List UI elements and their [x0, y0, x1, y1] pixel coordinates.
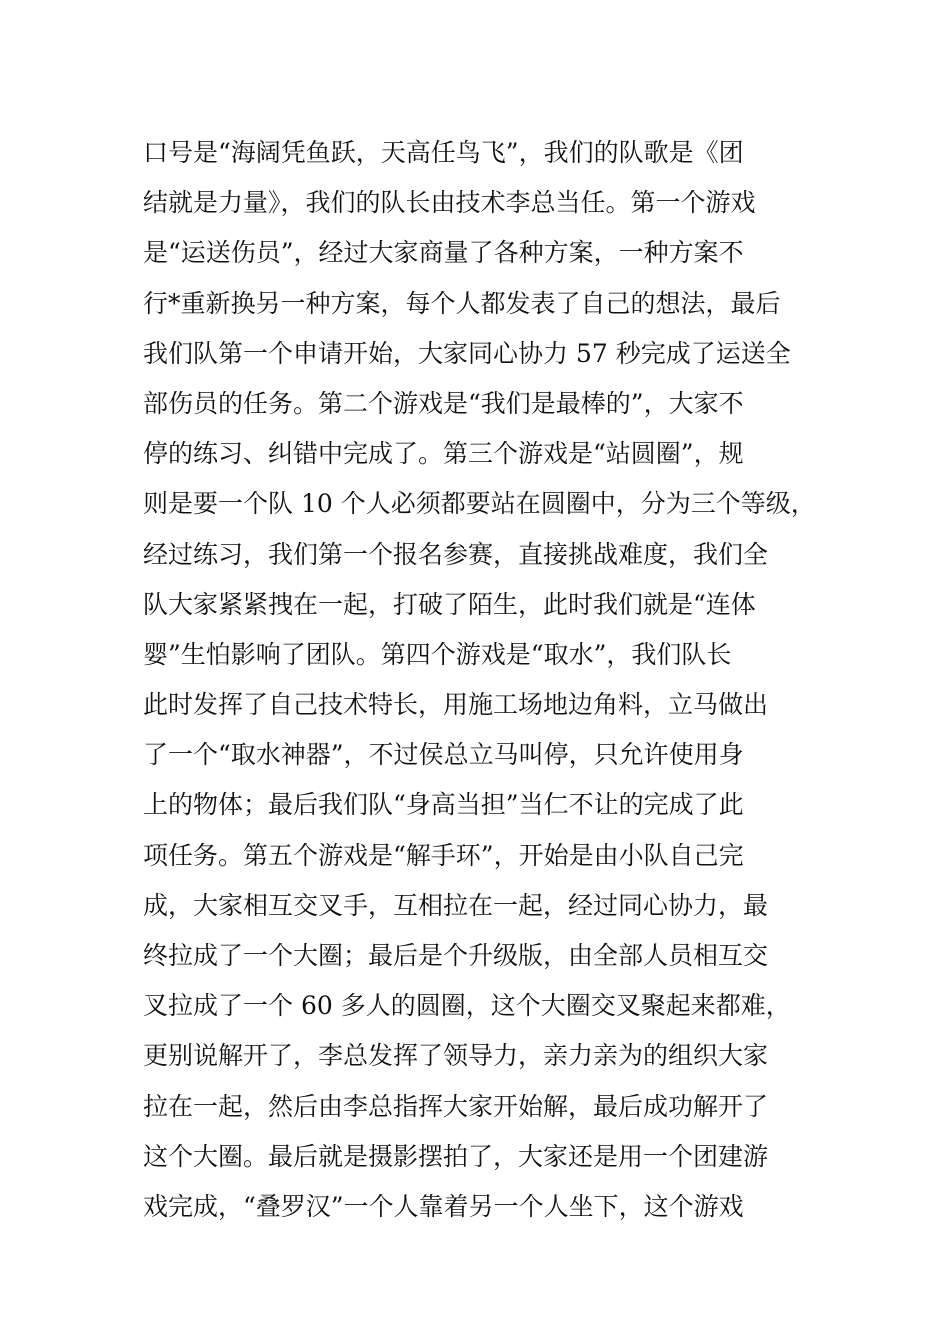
- body-paragraph: [143, 128, 823, 1232]
- text-line-20: 拉在一起，然后由李总指挥大家开始解，最后成功解开了: [143, 1091, 769, 1121]
- text-line-1: 口号是“海阔凭鱼跃，天高任鸟飞”，我们的队歌是《团: [143, 138, 744, 167]
- text-line-19: 更别说解开了，李总发挥了领导力，亲力亲为的组织大家: [143, 1041, 769, 1071]
- text-line-17: 终拉成了一个大圈；最后是个升级版，由全部人员相互交: [143, 941, 769, 970]
- text-line-18: 叉拉成了一个 60 多人的圆圈，这个大圈交叉聚起来都难，: [143, 991, 791, 1021]
- text-line-6: 部伤员的任务。第二个游戏是“我们是最棒的”，大家不: [143, 388, 744, 418]
- text-line-22: 戏完成，“叠罗汉”一个人靠着另一个人坐下，这个游戏: [143, 1191, 744, 1221]
- text-line-15: 项任务。第五个游戏是“解手环”，开始是由小队自己完: [143, 840, 744, 870]
- text-line-5: 我们队第一个申请开始，大家同心协力 57 秒完成了运送全: [143, 338, 791, 368]
- text-line-16: 成，大家相互交叉手，互相拉在一起，经过同心协力，最: [143, 890, 769, 920]
- text-line-3: 是“运送伤员”，经过大家商量了各种方案，一种方案不: [143, 238, 744, 268]
- text-line-10: 队大家紧紧拽在一起，打破了陌生，此时我们就是“连体: [143, 589, 756, 619]
- text-line-21: 这个大圈。最后就是摄影摆拍了，大家还是用一个团建游: [143, 1141, 769, 1171]
- text-line-8: 则是要一个队 10 个人必须都要站在圆圈中，分为三个等级，: [143, 489, 816, 519]
- text-line-2: 结就是力量》，我们的队长由技术李总当任。第一个游戏: [143, 188, 756, 218]
- text-line-14: 上的物体；最后我们队“身高当担”当仁不让的完成了此: [143, 790, 744, 820]
- text-line-13: 了一个“取水神器”，不过侯总立马叫停，只允许使用身: [143, 740, 744, 770]
- text-line-9: 经过练习，我们第一个报名参赛，直接挑战难度，我们全: [143, 539, 769, 569]
- text-line-4: 行*重新换另一种方案，每个人都发表了自己的想法，最后: [143, 288, 781, 318]
- text-line-11: 婴”生怕影响了团队。第四个游戏是“取水”，我们队长: [143, 639, 732, 669]
- text-line-12: 此时发挥了自己技术特长，用施工场地边角料，立马做出: [143, 690, 769, 720]
- text-line-7: 停的练习、纠错中完成了。第三个游戏是“站圆圈”，规: [143, 439, 744, 469]
